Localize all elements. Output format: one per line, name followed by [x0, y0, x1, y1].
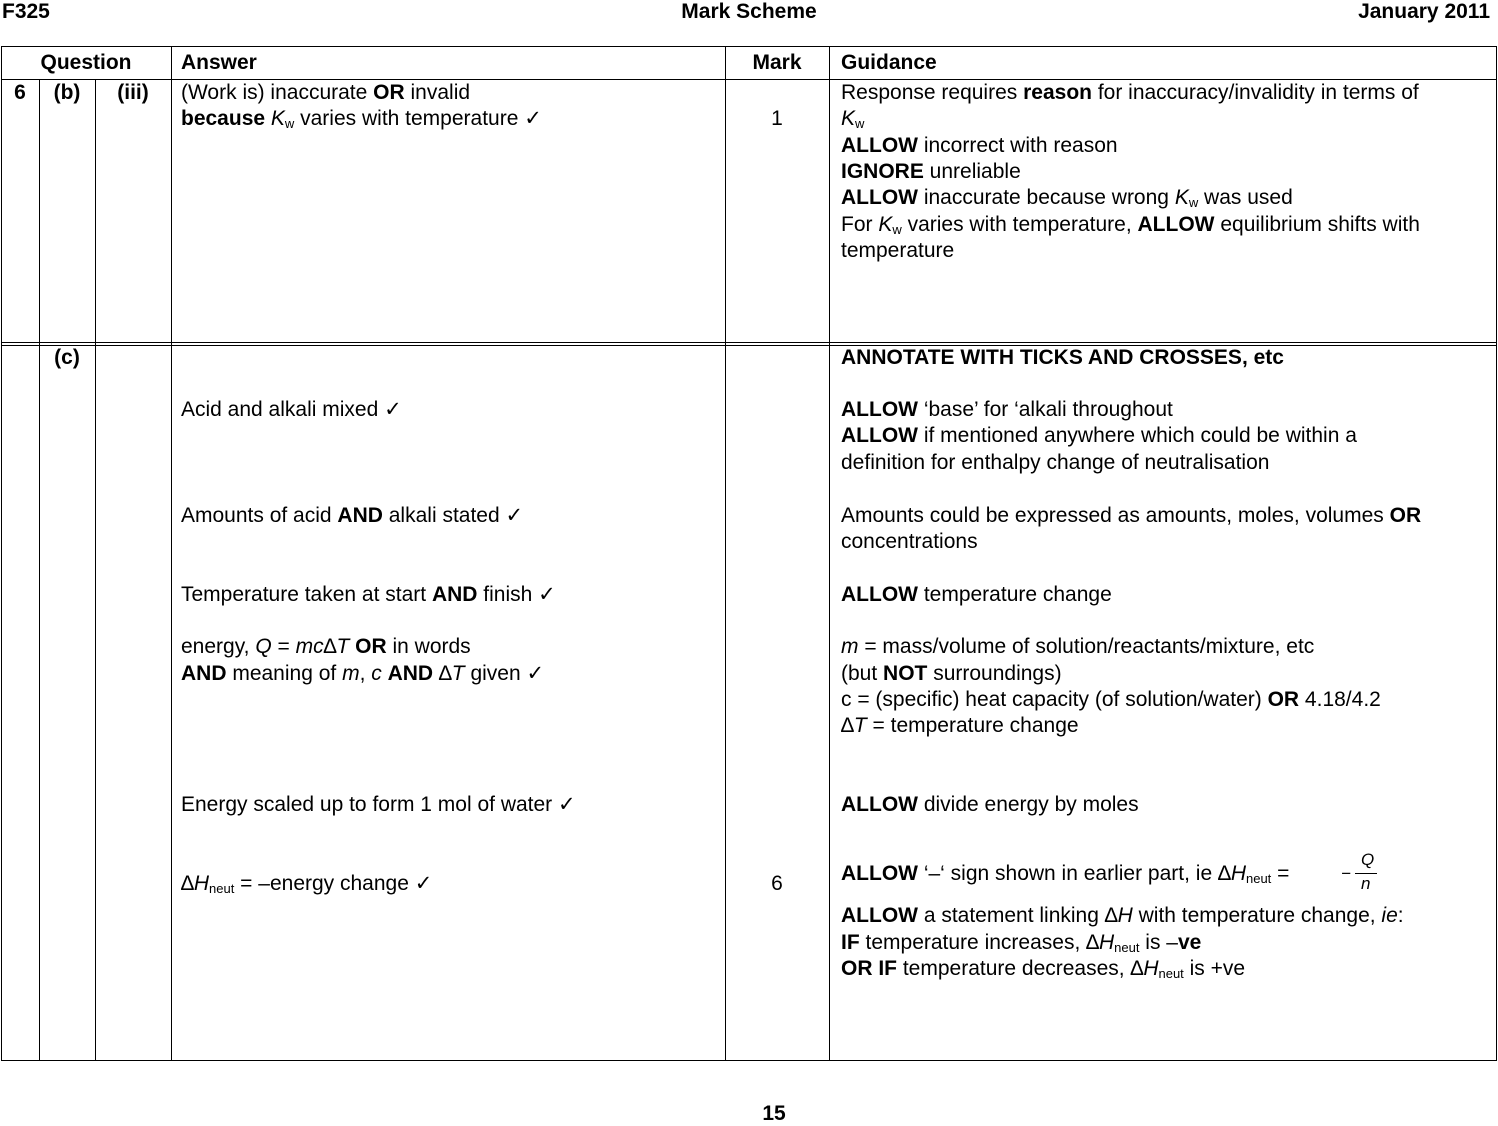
guidance-line: c = (specific) heat capacity (of solution/water) OR 4.18/4.2: [841, 688, 1381, 711]
answer-line: AND meaning of m, c AND ∆T given ✓: [181, 662, 545, 685]
guidance-line: Response requires reason for inaccuracy/invalidity in terms of: [841, 81, 1419, 104]
page-number: 15: [762, 1102, 786, 1125]
guidance-line: ALLOW a statement linking ∆H with temperature change, ie:: [841, 904, 1404, 927]
guidance-line: For $K_w$ varies with temperature, ALLOW equilibrium shifts with: [841, 213, 1420, 237]
column-header-question: Question: [40, 51, 132, 74]
guidance-line: temperature: [841, 239, 955, 262]
guidance-line: ALLOW incorrect with reason: [841, 134, 1118, 157]
table-left-border: [1, 46, 2, 1061]
guidance-line: ANNOTATE WITH TICKS AND CROSSES, etc: [841, 346, 1284, 369]
guidance-line: m = mass/volume of solution/reactants/mixture, etc: [841, 635, 1315, 658]
answer-line: energy, Q = mc∆T OR in words: [181, 635, 471, 658]
answer-line: (Work is) inaccurate OR invalid: [181, 81, 471, 104]
answer-line: because $K_w$ varies with temperature ✓: [181, 107, 542, 131]
fraction-minus: −: [1341, 864, 1351, 883]
guidance-line: (but NOT surroundings): [841, 662, 1062, 685]
mark-value: 1: [771, 107, 783, 130]
guidance-line: Amounts could be expressed as amounts, moles, volumes OR: [841, 504, 1422, 527]
table-bottom-border: [1, 1060, 1497, 1061]
guidance-line: $K_w$: [841, 107, 865, 131]
guidance-line: ALLOW inaccurate because wrong $K_w$ was used: [841, 186, 1293, 210]
column-header-answer: Answer: [181, 51, 257, 74]
guidance-line: ALLOW ‘base’ for ‘alkali throughout: [841, 398, 1173, 421]
fraction-numerator: Q: [1361, 850, 1375, 869]
column-divider: [829, 46, 830, 1061]
guidance-line: OR IF temperature decreases, $\Delta H_{neut}$ is +ve: [841, 957, 1246, 981]
guidance-line: ALLOW ‘–‘ sign shown in earlier part, ie $\Delta H_{neut}$ =: [841, 862, 1290, 886]
guidance-line: definition for enthalpy change of neutralisation: [841, 451, 1270, 474]
guidance-line: ALLOW temperature change: [841, 583, 1112, 606]
question-part: (b): [53, 81, 81, 104]
column-divider: [39, 79, 40, 1061]
question-part: (c): [54, 346, 80, 369]
answer-line: Energy scaled up to form 1 mol of water ✓: [181, 793, 576, 816]
answer-line: $\Delta H_{neut}$ = –energy change ✓: [181, 872, 433, 896]
guidance-line: ALLOW if mentioned anywhere which could be within a: [841, 424, 1357, 447]
guidance-line: ALLOW divide energy by moles: [841, 793, 1139, 816]
question-number: 6: [14, 81, 26, 104]
fraction-denominator: n: [1361, 874, 1371, 893]
column-divider: [95, 79, 96, 1061]
header-date: January 2011: [1358, 0, 1490, 23]
header-title: Mark Scheme: [681, 0, 817, 23]
table-right-border: [1496, 46, 1497, 1061]
guidance-line: IF temperature increases, $\Delta H_{neut}$ is –ve: [841, 931, 1202, 955]
guidance-line: IGNORE unreliable: [841, 160, 1021, 183]
mark-value: 6: [771, 872, 783, 895]
answer-line: Amounts of acid AND alkali stated ✓: [181, 504, 524, 527]
question-subpart: (iii): [117, 81, 149, 104]
answer-line: Acid and alkali mixed ✓: [181, 398, 402, 421]
table-top-border: [1, 46, 1497, 47]
answer-line: Temperature taken at start AND finish ✓: [181, 583, 556, 606]
column-divider: [171, 46, 172, 1061]
column-divider: [725, 46, 726, 1061]
column-header-guidance: Guidance: [841, 51, 937, 74]
guidance-line: ∆T = temperature change: [841, 714, 1079, 737]
column-header-mark: Mark: [752, 51, 802, 74]
row-divider: [1, 342, 1497, 343]
guidance-line: concentrations: [841, 530, 978, 553]
header-code: F325: [2, 0, 50, 23]
